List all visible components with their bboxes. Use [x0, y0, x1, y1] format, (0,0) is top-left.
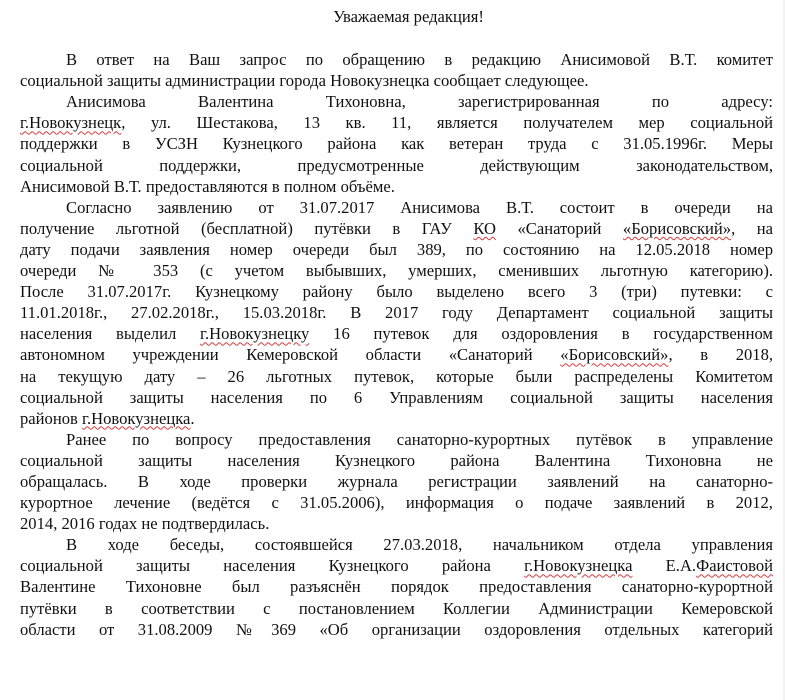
text-line: Согласно заявлению от 31.07.2017 Анисимова В.Т. состоит в очереди на: [66, 197, 773, 217]
text-line: 11.01.2018г., 27.02.2018г., 15.03.2018г. В 2017 году Департамент социальной защиты: [20, 303, 774, 323]
paragraph-2: [20, 91, 773, 196]
text-line: социальной защиты населения Кузнецкого района г.Новокузнецка Е.А.Фаистовой: [20, 556, 774, 576]
text-line: г.Новокузнецк, ул. Шестакова, 13 кв. 11, является получателем мер социальной: [20, 113, 774, 133]
text-line: дату подачи заявления номер очереди был 389, по состоянию на 12.05.2018 номер: [20, 239, 774, 259]
text-line: обращалась. В ходе проверки журнала регистрации заявлений на санаторно-: [20, 471, 774, 491]
text-line: социальной защиты населения по 6 Управлениям социальной защиты населения: [20, 387, 773, 407]
text-line: В ходе беседы, состоявшейся 27.03.2018, начальником отдела управления: [66, 535, 774, 555]
text-line: Ранее по вопросу предоставления санаторно-курортных путёвок в управление: [66, 429, 773, 449]
text-line: автономном учреждении Кемеровской области «Санаторий «Борисовский», в 2018,: [20, 345, 774, 365]
text-line: социальной защиты населения Кузнецкого района Валентина Тихоновна не: [20, 450, 774, 470]
text-line: поддержки в УСЗН Кузнецкого района как ветеран труда с 31.05.1996г. Меры: [20, 134, 774, 154]
text-line: на текущую дату – 26 льготных путевок, которые были распределены Комитетом: [20, 366, 773, 386]
text-line: населения выделил г.Новокузнецку 16 путевок для оздоровления в государственном: [20, 324, 773, 344]
text-line: районов г.Новокузнецка.: [20, 408, 195, 428]
paragraph-1: [20, 49, 773, 91]
text-line: После 31.07.2017г. Кузнецкому району было выделено всего 3 (три) путевки: с: [20, 282, 773, 302]
text-line: Анисимовой В.Т. предоставляются в полном объёме.: [20, 176, 395, 196]
text-line: очереди № 353 (с учетом выбывших, умерших, сменивших льготную категорию).: [20, 261, 773, 281]
paragraph-5: [20, 534, 773, 639]
text-line: путёвки в соответствии с постановлением Коллегии Администрации Кемеровской: [20, 598, 773, 618]
text-line: области от 31.08.2009 №369 «Об организации оздоровления отдельных категорий: [20, 619, 774, 639]
text-line: Валентине Тихоновне был разъяснён порядок предоставления санаторно-курортной: [20, 577, 773, 597]
salutation: Уважаемая редакция!: [333, 7, 484, 26]
text-line: социальной защиты администрации города Новокузнецка сообщает следующее.: [20, 71, 589, 91]
text-line: Анисимова Валентина Тихоновна, зарегистрированная по адресу:: [66, 92, 774, 112]
paragraph-3: [20, 197, 773, 429]
text-line: социальной поддержки, предусмотренные действующим законодательством,: [20, 155, 774, 175]
text-line: получение льготной (бесплатной) путёвки в ГАУ КО «Санаторий «Борисовский», на: [20, 218, 773, 238]
text-line: курортное лечение (ведётся с 31.05.2006), информация о подаче заявлений в 2012,: [20, 493, 773, 513]
text-line: 2014, 2016 годах не подтвердилась.: [20, 514, 270, 534]
paragraph-4: [20, 429, 773, 534]
text-line: В ответ на Ваш запрос по обращению в редакцию Анисимовой В.Т. комитет: [66, 50, 774, 70]
